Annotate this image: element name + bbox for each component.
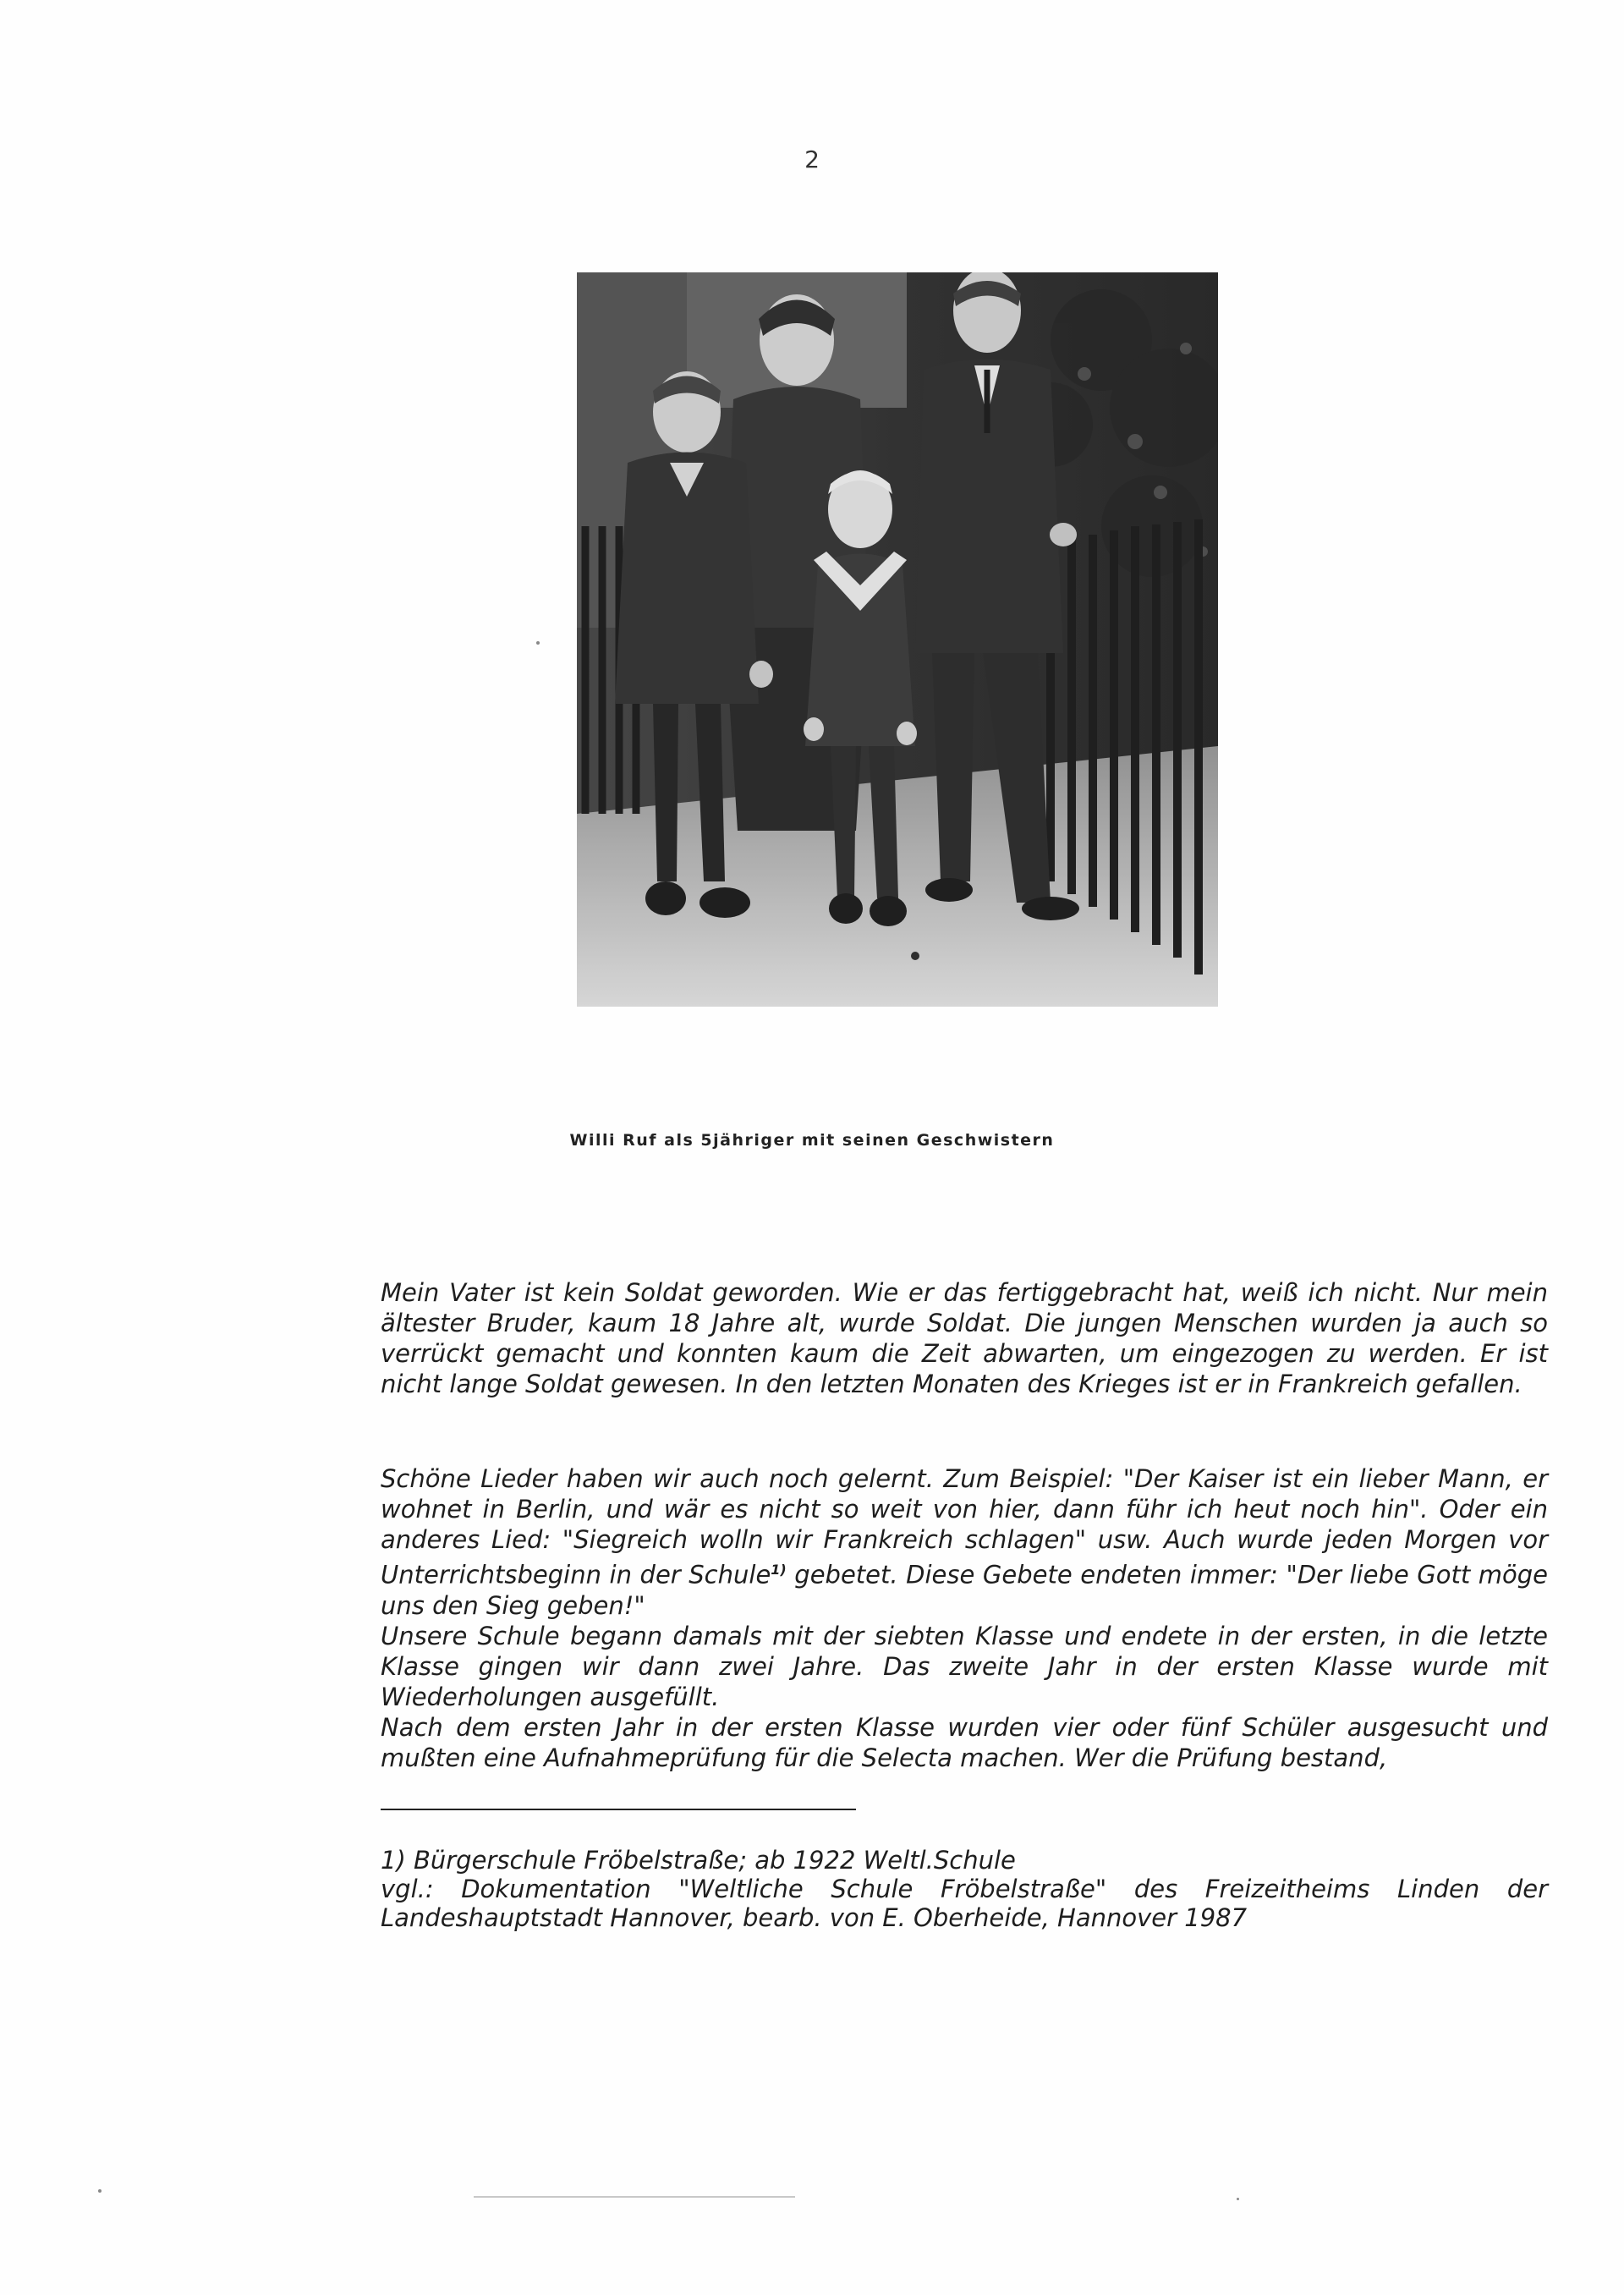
paragraph-2-part-4: Nach dem ersten Jahr in der ersten Klasse wurden vier oder fünf Schüler ausgesucht und mußten eine Aufnahmeprüfung für die Selecta machen. Wer die Prüfung bestand, — [381, 1712, 1548, 1772]
scan-mark — [474, 2196, 795, 2198]
footnotes — [381, 1846, 1548, 1932]
paragraph-2-text-a — [381, 1463, 1548, 1621]
paragraph-1 — [381, 1277, 1548, 1399]
footnote-line-2: vgl.: Dokumentation "Weltliche Schule Fröbelstraße" des Freizeitheims Linden der Landeshauptstadt Hannover, bearb. von E. Oberheide, Hannover 1987 — [381, 1875, 1548, 1932]
page-number: 2 — [804, 145, 820, 173]
paragraph-2 — [381, 1463, 1548, 1773]
scan-speck — [98, 2189, 102, 2193]
scan-speck — [1237, 2198, 1239, 2200]
footnote-line-1: 1) Bürgerschule Fröbelstraße; ab 1922 Weltl.Schule — [381, 1846, 1016, 1875]
paragraph-2-part-3: Unsere Schule begann damals mit der siebten Klasse und endete in der ersten, in die letzte Klasse gingen wir dann zwei Jahre. Das zweite Jahr in der ersten Klasse wurde mit Wiederholungen ausgefüllt. — [381, 1621, 1548, 1711]
paragraph-2-part-2: gebetet. Diese Gebete endeten immer: "Der liebe Gott möge uns den Sieg geben!" — [381, 1560, 1549, 1620]
footnote-reference: 1) — [771, 1562, 787, 1578]
footnote-divider — [381, 1809, 856, 1810]
photo-caption: Willi Ruf als 5jähriger mit seinen Geschwistern — [569, 1131, 1055, 1150]
paragraph-2-part-1: Schöne Lieder haben wir auch noch gelernt. Zum Beispiel: "Der Kaiser ist ein lieber Mann, er wohnet in Berlin, und wär es nicht so weit von hier, dann führ ich heut noch hin". Oder ein anderes Lied: "Siegreich wolln wir Frankreich schlagen" usw. Auch wurde jeden Morgen vor Unterrichtsbeginn in der Schule — [381, 1464, 1548, 1589]
family-photo — [577, 272, 1218, 1007]
scan-speck — [536, 641, 540, 645]
paragraph-1-text: Mein Vater ist kein Soldat geworden. Wie er das fertiggebracht hat, weiß ich nicht. Nur mein ältester Bruder, kaum 18 Jahre alt, wurde Soldat. Die jungen Menschen wurden ja auch so verrückt gemacht und konnten kaum die Zeit abwarten, um eingezogen zu werden. Er ist nicht lange Soldat gewesen. In den letzten Monaten des Krieges ist er in Frankreich gefallen. — [381, 1278, 1548, 1398]
